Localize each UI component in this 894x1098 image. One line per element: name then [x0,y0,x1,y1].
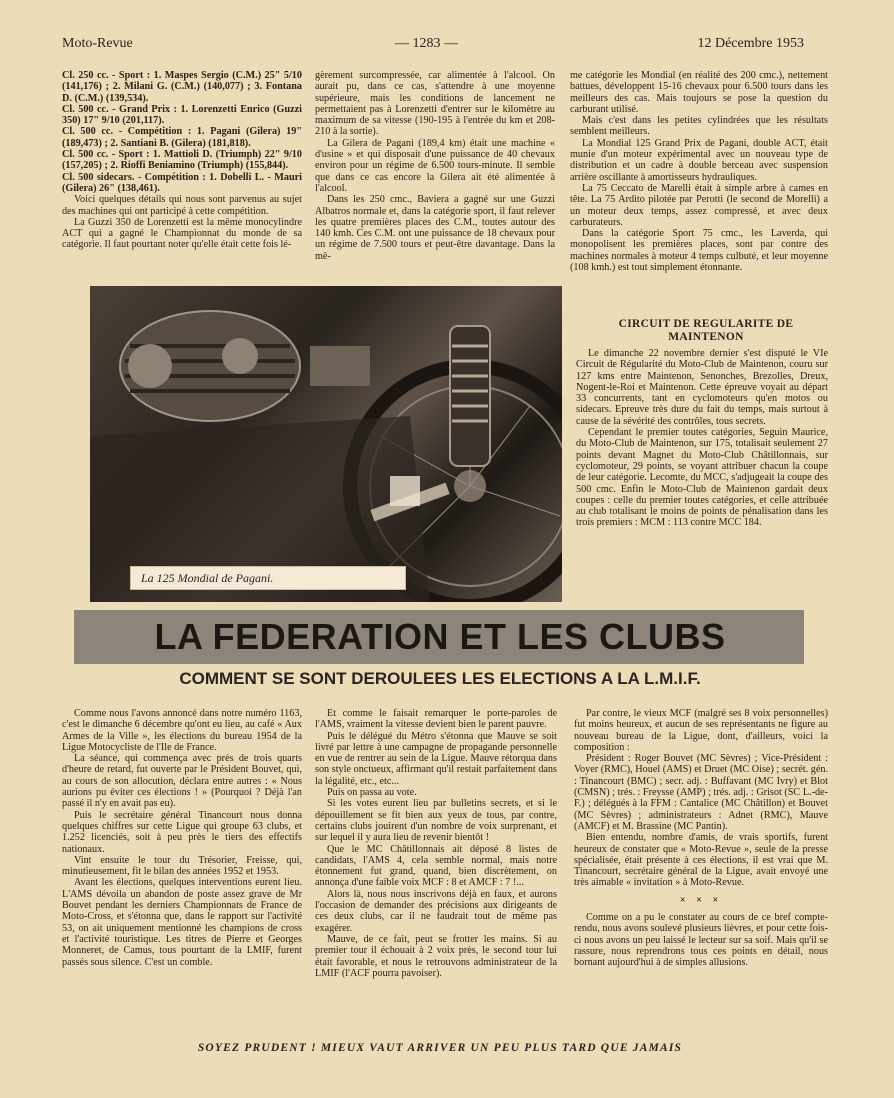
paragraph: Mauve, de ce fait, peut se frotter les mains. Si au premier tour il échouait à 2 voix près, le second tour lui était favorable, et nous le retrouvons administrateur de la LMIF (l'ACF pourra pavoiser). [315,933,557,979]
paragraph: Avant les élections, quelques interventions eurent lieu. L'AMS dévoila un abandon de poste assez grave de Mr Bouvet pendant les derniers Championnats de France de Moto-Cross, et s'étonna que, dans le rapport sur l'activité 53, on ait uniquement mentionné les champions de cross et l'activité touristique. Les titres de Pierre et Georges Monneret, de Camus, tous pourtant de la LMIF, furent passés sous silence. C'est un comble. [62,877,302,968]
paragraph: La 75 Ceccato de Marelli était à simple arbre à cames en tête. La 75 Ardito pilotée par Perotti (le second de Morelli) a un moteur deux temps, assez compressé, et avec deux carburateurs. [570,182,828,228]
separator: × × × [679,894,723,906]
paragraph: Puis le secrétaire général Tinancourt nous donna quelques chiffres sur cette Ligue qui groupe 63 clubs, et 1.252 licenciés, soit à peu près le tiers des effectifs nationaux. [62,809,302,855]
header-magazine-name: Moto-Revue [62,36,133,51]
paragraph: Si les votes eurent lieu par bulletins secrets, et si le dépouillement se fit bien aux yeux de tous, par contre, certains clubs jouirent d'un nombre de voix surprenant, et sur lequel il y aura lieu de revenir bientôt ! [315,798,557,844]
result-line: Cl. 500 cc. - Sport : 1. Mattioli D. (Triumph) 22" 9/10 (157,205) ; 2. Rioffi Beniamino (Triumph) (155,844). [62,149,302,172]
paragraph: Comme on a pu le constater au cours de ce bref compte-rendu, nous avons soulevé plusieurs lièvres, et pour cette fois-ci nous avons un peu laissé le lecteur sur sa soif. Mais qu'il se rassure, nous reprendrons tous ces points en détail, nous bornant aujourd'hui à de simples allusions. [574,912,828,969]
section-title-maintenon: CIRCUIT DE REGULARITE DE MAINTENON [618,318,794,343]
motorcycle-illustration [90,286,562,602]
paragraph: La Gilera de Pagani (189,4 km) était une machine « d'usine » et qui disposait d'une puissance de 40 chevaux environ pour un régime de 6.500 tours-minute. Il semble que dans ce cas encore la Gilera ait été alimentée à l'alcool. [315,137,555,194]
paragraph: me catégorie les Mondial (en réalité des 200 cmc.), nettement battues, développent 15-16 chevaux pour 6.500 tours dans les meilleurs des cas. Mais toujours se pose la question du carburant utilisé. [570,70,828,115]
photo-caption: La 125 Mondial de Pagani. [130,566,406,590]
bottom-column-2 [315,708,557,979]
paragraph: Puis le délégué du Métro s'étonna que Mauve se soit livré par lettre à une campagne de propagande personnelle en vue de rentrer au sein de la Ligue. Mauve rétorqua dans son style onctueux, affirmant qu'il restait parfaitement dans la légalité, etc., etc... [315,730,557,787]
maintenon-article [576,348,828,529]
paragraph: Le dimanche 22 novembre dernier s'est disputé le VIe Circuit de Régularité du Moto-Club de Maintenon, couru sur 127 kms entre Maintenon, Senonches, Brezolles, Dreux, Nogent-le-Roi et Maintenon. Cette épreuve voyait au départ 33 concurrents, tant en cyclomoteurs qu'en motos ou sidecars. Epreuve très dure du fait du temps, mais surtout à cause de la sévérité des contrôles, tous secrets. [576,348,828,427]
result-line: Cl. 500 cc. - Compétition : 1. Pagani (Gilera) 19" (189,473) ; 2. Santiani B. (Gilera) (181,818). [62,126,302,149]
bottom-column-1 [62,708,302,968]
result-line: Cl. 500 cc. - Grand Prix : 1. Lorenzetti Enrico (Guzzi 350) 17" 9/10 (201,117). [62,103,302,127]
paragraph: Mais c'est dans les petites cylindrées que les résultats semblent meilleurs. [570,115,828,138]
paragraph: Cependant le premier toutes catégories, Seguin Maurice, du Moto-Club de Maintenon, sur 175, totalisait seulement 27 points devant Magnet du Moto-Club Châtillonnais, sur cyclomoteur, 29 points, se voyant attribuer chacun la coupe de leur catégorie. Lecomte, du MCC, s'adjugeait la coupe des 500 cmc. Enfin le Moto-Club de Maintenon gardait deux coupes : celle du premier toutes catégories, et celle attribuée au club totalisant le moins de points de pénalisation dans les trois premiers : MCM : 113 contre MCC 184. [576,427,828,529]
paragraph: Par contre, le vieux MCF (malgré ses 8 voix personnelles) fut moins heureux, et aucun de ses représentants ne figure au nouveau bureau de la Ligue, dont, d'ailleurs, voici la composition : [574,708,828,753]
paragraph: Vint ensuite le tour du Trésorier, Freisse, qui, minutieusement, fit le bilan des années 1952 et 1953. [62,854,302,878]
header-date: 12 Décembre 1953 [697,36,804,51]
paragraph: La Mondial 125 Grand Prix de Pagani, double ACT, était munie d'un moteur expérimental avec un nouveau type de distribution et un cadre à double berceau avec suspension arrière oscillante à amortisseurs hydrauliques. [570,137,828,183]
paragraph: Bien entendu, nombre d'amis, de vrais sportifs, furent heureux de constater que « Moto-Revue », seule de la presse spécialisée, était présente à ces élections, il est vrai que M. Tinancourt, secrétaire général de la Ligue, avait envoyé une très aimable « invitation » à Moto-Revue. [574,832,828,889]
paragraph: Dans les 250 cmc., Baviera a gagné sur une Guzzi Albatros normale et, dans la catégorie sport, il faut relever les quatre premières places des C.M., toutes autour des 140 kmh. Ces C.M. ont une puissance de 18 chevaux pour un régime de 7.500 tours et peut-être davantage. Dans la mê- [315,194,555,262]
paragraph: Que le MC Châtillonnais ait déposé 8 listes de candidats, l'AMS 4, cela semble normal, mais notre étonnement fut grand, quand, bien discrètement, on annonça d'une faible voix MCF : 8 et AMCF : 7 !... [315,843,557,889]
section-banner-title: LA FEDERATION ET LES CLUBS [154,616,726,657]
paragraph: Comme nous l'avons annoncé dans notre numéro 1163, c'est le dimanche 6 décembre qu'ont eu lieu, au café « Aux Armes de la Ville », les élections du bureau 1954 de la Ligue Motocycliste de l'Ile de France. [62,708,302,753]
paragraph: gèrement surcompressée, car alimentée à l'alcool. On aurait pu, dans ce cas, s'attendre à une moyenne supérieure, mais les conditions de lancement ne permettaient pas à Lorenzetti d'entrer sur le kilomètre au maximum de sa vitesse (190-195 à l'entrée du km et 208-210 à la sortie). [315,70,555,138]
footer-slogan: SOYEZ PRUDENT ! MIEUX VAUT ARRIVER UN PEU PLUS TARD QUE JAMAIS [197,1042,683,1054]
paragraph: La séance, qui commença avec près de trois quarts d'heure de retard, fut ouverte par le Président Bouvet, qui, au cours de son allocution, déclara entre autres : « Nous aurions pu éviter ces élections ! » (Pourquoi ? Déjà l'an passé il n'y en avait pas eu). [62,753,302,810]
result-line: Cl. 250 cc. - Sport : 1. Maspes Sergio (C.M.) 25" 5/10 (141,176) ; 2. Milani G. (C.M.) (140,077) ; 3. Fontana D. (C.M.) (139,534). [62,70,302,104]
paragraph: La Guzzi 350 de Lorenzetti est la même monocylindre ACT qui a gagné le Championnat du monde de sa catégorie. Il faut pourtant noter qu'elle était cette fois lé- [62,216,302,251]
paragraph: Président : Roger Bouvet (MC Sèvres) ; Vice-Président : Voyer (RMC), Houel (AMS) et Druet (MC Oise) ; secrét. gén. : Tinancourt (BMC) ; secr. adj. : Buffavant (MC Ivry) et Blot (CMSN) ; trés. : Freysse (AMP) ; trés. adj. : Grisot (SC L.-de-F.) ; délégués à la FFM : Cantalice (MC Châtillon) et Bouvet (MC Sèvres) ; administrateurs : Adnet (RMC), Mauve (AMCF) et M. Brassine (MC Pantin). [574,753,828,832]
result-line: Cl. 500 sidecars. - Compétition : 1. Dobelli L. - Mauri (Gilera) 26" (138,461). [62,171,302,194]
paragraph: Puis on passa au vote. [327,787,417,799]
header-page-number: — 1283 — [395,36,458,51]
motorcycle-photo [90,286,562,602]
paragraph: Alors là, nous nous inscrivons déjà en faux, et aurons l'occasion de demander des précisions aux dirigeants de ces deux clubs, car il ne faudrait tout de même pas exagérer. [315,888,557,934]
paragraph: Dans la catégorie Sport 75 cmc., les Laverda, qui monopolisent les premières places, sont par contre des machines normales à moteur 4 temps culbuté, et leur moyenne (108 kmh.) est tout simplement étonnante. [570,228,828,274]
paragraph: Et comme le faisait remarquer le porte-paroles de l'AMS, vraiment la vitesse devient bien le parent pauvre. [315,708,557,731]
section-subtitle: COMMENT SE SONT DEROULEES LES ELECTIONS A LA L.M.I.F. [179,669,701,688]
paragraph: Voici quelques détails qui nous sont parvenus au sujet des machines qui ont participé à cette compétition. [62,194,302,217]
top-column-3 [570,70,828,273]
top-column-2 [315,70,555,262]
top-column-1 [62,70,302,251]
bottom-column-3 [574,708,828,969]
